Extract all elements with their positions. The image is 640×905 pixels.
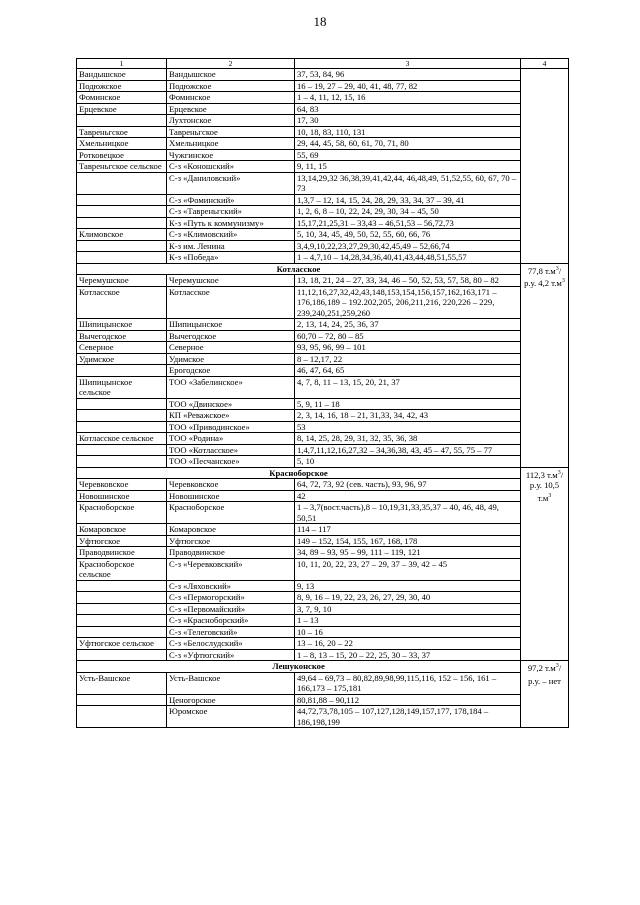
table-row: [77, 524, 569, 536]
district-cell: [77, 421, 167, 433]
forestry-cell: С-з «Красноборский»: [167, 615, 295, 627]
page-number: 18: [313, 14, 327, 29]
district-cell: Тавреньгское: [77, 126, 167, 138]
forestry-cell: Шипицынское: [167, 319, 295, 331]
table-row: [77, 138, 569, 150]
district-cell: [77, 172, 167, 194]
district-cell: [77, 649, 167, 661]
section-title: Лешуконское: [77, 661, 521, 673]
section-row: [77, 263, 569, 275]
forestry-cell: С-з «Тавреньгский»: [167, 206, 295, 218]
table-row: [77, 80, 569, 92]
forestry-cell: Юромское: [167, 706, 295, 728]
quarters-cell: 1,3,7 – 12, 14, 15, 24, 28, 29, 33, 34, 37 – 39, 41: [295, 194, 521, 206]
table-row: [77, 206, 569, 218]
table-row: [77, 694, 569, 706]
forestry-cell: Черевковское: [167, 479, 295, 491]
forestry-cell: Уфтюгское: [167, 535, 295, 547]
table-row: [77, 615, 569, 627]
forestry-cell: Праводвинское: [167, 547, 295, 559]
district-cell: [77, 194, 167, 206]
forestry-cell: Вандышское: [167, 69, 295, 81]
table-row: [77, 672, 569, 694]
forestry-cell: С-з «Коношский»: [167, 161, 295, 173]
forestry-cell: КП «Реважское»: [167, 410, 295, 422]
volume-total: 77,8 т.м: [527, 265, 556, 276]
quarters-cell: 64, 83: [295, 103, 521, 115]
forestry-cell: Фоминское: [167, 92, 295, 104]
section-row: [77, 467, 569, 479]
forestry-cell: С-з «Ляховский»: [167, 580, 295, 592]
table-row: [77, 421, 569, 433]
district-cell: Котласское сельское: [77, 433, 167, 445]
table-row: [77, 330, 569, 342]
district-cell: [77, 580, 167, 592]
district-cell: Фоминское: [77, 92, 167, 104]
forestry-cell: Ерогодское: [167, 365, 295, 377]
district-cell: Северное: [77, 342, 167, 354]
table-row: [77, 592, 569, 604]
table-row: [77, 376, 569, 398]
district-cell: Вандышское: [77, 69, 167, 81]
quarters-cell: 9, 13: [295, 580, 521, 592]
forestry-cell: Черемушское: [167, 275, 295, 287]
district-cell: Ерцевское: [77, 103, 167, 115]
quarters-cell: 37, 53, 84, 96: [295, 69, 521, 81]
table-row: [77, 433, 569, 445]
forestry-cell: Подюжское: [167, 80, 295, 92]
quarters-cell: 80,81,88 – 90,112: [295, 694, 521, 706]
quarters-cell: 5, 10, 34, 45, 49, 50, 52, 55, 60, 66, 76: [295, 229, 521, 241]
table-row: [77, 490, 569, 502]
table-row: [77, 535, 569, 547]
volume-total: 97,2 т.м: [527, 662, 556, 673]
forestry-cell: Лухтонское: [167, 115, 295, 127]
quarters-cell: 60,70 – 72, 80 – 85: [295, 330, 521, 342]
volume-total-exponent: 3: [557, 469, 561, 476]
table-row: [77, 252, 569, 264]
forestry-cell: С-з «Фоминский»: [167, 194, 295, 206]
district-cell: Новошинское: [77, 490, 167, 502]
district-cell: [77, 615, 167, 627]
district-cell: Усть-Вашское: [77, 672, 167, 694]
quarters-cell: 3,4,9,10,22,23,27,29,30,42,45,49 – 52,66,74: [295, 240, 521, 252]
quarters-cell: 17, 30: [295, 115, 521, 127]
forestry-cell: С-з «Даниловский»: [167, 172, 295, 194]
volume-separator: /: [560, 469, 564, 480]
table-row: [77, 626, 569, 638]
forestry-cell: К-з «Победа»: [167, 252, 295, 264]
district-cell: Котласское: [77, 286, 167, 319]
quarters-cell: 2, 3, 14, 16, 18 – 21, 31,33, 34, 42, 43: [295, 410, 521, 422]
quarters-cell: 1 – 3,7(вост.часть),8 – 10,19,31,33,35,37 – 40, 46, 48, 49, 50,51: [295, 502, 521, 524]
volume-ru: р.у. 10,5 т.м: [529, 480, 560, 504]
quarters-cell: 4, 7, 8, 11 – 13, 15, 20, 21, 37: [295, 376, 521, 398]
district-cell: Уфтюгское: [77, 535, 167, 547]
district-cell: [77, 444, 167, 456]
quarters-cell: 16 – 19, 27 – 29, 40, 41, 48, 77, 82: [295, 80, 521, 92]
forestry-cell: ТОО «Приводинское»: [167, 421, 295, 433]
quarters-cell: 1 – 8, 13 – 15, 20 – 22, 25, 30 – 33, 37: [295, 649, 521, 661]
volume-cell: [521, 661, 569, 728]
district-cell: Вычегодское: [77, 330, 167, 342]
volume-separator: /: [558, 662, 562, 673]
forest-quarters-table: [76, 58, 569, 728]
forestry-cell: Чужгинское: [167, 149, 295, 161]
district-cell: Красноборское сельское: [77, 558, 167, 580]
table-row: [77, 149, 569, 161]
quarters-cell: 13,14,29,32 36,38,39,41,42,44, 46,48,49, 51,52,55, 60, 67, 70 – 73: [295, 172, 521, 194]
quarters-cell: 42: [295, 490, 521, 502]
quarters-cell: 34, 89 – 93, 95 – 99, 111 – 119, 121: [295, 547, 521, 559]
district-cell: [77, 706, 167, 728]
forestry-cell: С-з «Пермогорский»: [167, 592, 295, 604]
quarters-cell: 44,72,73,78,105 – 107,127,128,149,157,177, 178,184 – 186,198,199: [295, 706, 521, 728]
table-row: [77, 286, 569, 319]
forestry-cell: ТОО «Родина»: [167, 433, 295, 445]
table-row: [77, 353, 569, 365]
district-cell: [77, 206, 167, 218]
table-row: [77, 603, 569, 615]
quarters-cell: 9, 11, 15: [295, 161, 521, 173]
forestry-cell: Северное: [167, 342, 295, 354]
quarters-cell: 3, 7, 9, 10: [295, 603, 521, 615]
table-row: [77, 580, 569, 592]
table-row: [77, 638, 569, 650]
district-cell: Уфтюгское сельское: [77, 638, 167, 650]
table-row: [77, 103, 569, 115]
quarters-cell: 53: [295, 421, 521, 433]
district-cell: Климовское: [77, 229, 167, 241]
quarters-cell: 93, 95, 96, 99 – 101: [295, 342, 521, 354]
table-row: [77, 365, 569, 377]
district-cell: [77, 592, 167, 604]
volume-separator: /: [558, 265, 562, 276]
table-header-row: [77, 59, 569, 69]
district-cell: Удимское: [77, 353, 167, 365]
table-row: [77, 92, 569, 104]
forestry-cell: ТОО «Песчанское»: [167, 456, 295, 468]
forestry-cell: Ценогорское: [167, 694, 295, 706]
quarters-cell: 64, 72, 73, 92 (сев. часть), 93, 96, 97: [295, 479, 521, 491]
quarters-cell: 5, 9, 11 – 18: [295, 398, 521, 410]
forestry-cell: С-з «Телеговский»: [167, 626, 295, 638]
header-col-4: 4: [521, 59, 569, 69]
volume-cell: [521, 69, 569, 264]
section-row: [77, 661, 569, 673]
forestry-cell: С-з «Уфтюгский»: [167, 649, 295, 661]
quarters-cell: 49,64 – 69,73 – 80,82,89,98,99,115,116, 152 – 156, 161 – 166,173 – 175,181: [295, 672, 521, 694]
quarters-cell: 8, 14, 25, 28, 29, 31, 32, 35, 36, 38: [295, 433, 521, 445]
header-col-2: 2: [167, 59, 295, 69]
quarters-cell: 1 – 13: [295, 615, 521, 627]
quarters-cell: 29, 44, 45, 58, 60, 61, 70, 71, 80: [295, 138, 521, 150]
forestry-cell: Комаровское: [167, 524, 295, 536]
table-row: [77, 115, 569, 127]
forestry-cell: С-з «Черевковский»: [167, 558, 295, 580]
district-cell: Праводвинское: [77, 547, 167, 559]
district-cell: Черемушское: [77, 275, 167, 287]
forestry-cell: Вычегодское: [167, 330, 295, 342]
forestry-cell: Ерцевское: [167, 103, 295, 115]
table-row: [77, 161, 569, 173]
forestry-cell: Удимское: [167, 353, 295, 365]
table-row: [77, 456, 569, 468]
quarters-cell: 1,4,7,11,12,16,27,32 – 34,36,38, 43, 45 – 47, 55, 75 – 77: [295, 444, 521, 456]
table-row: [77, 69, 569, 81]
district-cell: Хмельницкое: [77, 138, 167, 150]
district-cell: Шипицынское: [77, 319, 167, 331]
table-row: [77, 126, 569, 138]
volume-ru-exponent: 3: [548, 493, 552, 500]
table-row: [77, 194, 569, 206]
section-title: Котласское: [77, 263, 521, 275]
table-row: [77, 398, 569, 410]
table-row: [77, 229, 569, 241]
forestry-cell: Усть-Вашское: [167, 672, 295, 694]
table-row: [77, 217, 569, 229]
quarters-cell: 13 – 16, 20 – 22: [295, 638, 521, 650]
quarters-cell: 10, 18, 83, 110, 131: [295, 126, 521, 138]
quarters-cell: 10, 11, 20, 22, 23, 27 – 29, 37 – 39, 42 – 45: [295, 558, 521, 580]
forestry-cell: Новошинское: [167, 490, 295, 502]
forestry-cell: К-з им. Ленина: [167, 240, 295, 252]
district-cell: [77, 456, 167, 468]
forestry-cell: С-з «Первомайский»: [167, 603, 295, 615]
table-body: [77, 69, 569, 728]
district-cell: Ротковецкое: [77, 149, 167, 161]
table-row: [77, 547, 569, 559]
volume-ru-exponent: 3: [561, 278, 565, 285]
district-cell: Черевковское: [77, 479, 167, 491]
table-row: [77, 275, 569, 287]
table-row: [77, 172, 569, 194]
table-row: [77, 342, 569, 354]
quarters-cell: 13, 18, 21, 24 – 27, 33, 34, 46 – 50, 52, 53, 57, 58, 80 – 82: [295, 275, 521, 287]
quarters-cell: 10 – 16: [295, 626, 521, 638]
table-row: [77, 410, 569, 422]
quarters-cell: 114 – 117: [295, 524, 521, 536]
district-cell: Красноборское: [77, 502, 167, 524]
quarters-cell: 15,17,21,25,31 – 33,43 – 46,51,53 – 56,72,73: [295, 217, 521, 229]
table-row: [77, 444, 569, 456]
district-cell: [77, 252, 167, 264]
forestry-cell: С-з «Климовский»: [167, 229, 295, 241]
forestry-cell: ТОО «Котласское»: [167, 444, 295, 456]
quarters-cell: 8, 9, 16 – 19, 22, 23, 26, 27, 29, 30, 40: [295, 592, 521, 604]
district-cell: [77, 694, 167, 706]
forestry-cell: ТОО «Забелинское»: [167, 376, 295, 398]
volume-ru: р.у. 4,2 т.м: [524, 278, 562, 289]
volume-total-exponent: 3: [555, 265, 559, 272]
quarters-cell: 46, 47, 64, 65: [295, 365, 521, 377]
forestry-cell: Тавреньгское: [167, 126, 295, 138]
forestry-cell: ТОО «Двинское»: [167, 398, 295, 410]
quarters-cell: 1, 2, 6, 8 – 10, 22, 24, 29, 30, 34 – 45, 50: [295, 206, 521, 218]
district-cell: Подюжское: [77, 80, 167, 92]
quarters-cell: 1 – 4, 11, 12, 15, 16: [295, 92, 521, 104]
forestry-cell: Красноборское: [167, 502, 295, 524]
table-row: [77, 558, 569, 580]
table-row: [77, 479, 569, 491]
quarters-cell: 2, 13, 14, 24, 25, 36, 37: [295, 319, 521, 331]
forestry-cell: С-з «Белослудский»: [167, 638, 295, 650]
volume-total-exponent: 3: [555, 663, 559, 669]
volume-cell: [521, 263, 569, 467]
table-row: [77, 319, 569, 331]
district-cell: [77, 217, 167, 229]
volume-cell: [521, 467, 569, 661]
district-cell: [77, 365, 167, 377]
quarters-cell: 1 – 4,7,10 – 14,28,34,36,40,41,43,44,48,51,55,57: [295, 252, 521, 264]
quarters-cell: 5, 10: [295, 456, 521, 468]
district-cell: Комаровское: [77, 524, 167, 536]
district-cell: [77, 398, 167, 410]
header-col-3: 3: [295, 59, 521, 69]
district-cell: Шипицынское сельское: [77, 376, 167, 398]
quarters-cell: 55, 69: [295, 149, 521, 161]
forestry-cell: Котласское: [167, 286, 295, 319]
volume-total: 112,3 т.м: [525, 469, 558, 480]
district-cell: [77, 115, 167, 127]
table-row: [77, 502, 569, 524]
table-row: [77, 649, 569, 661]
forestry-cell: Хмельницкое: [167, 138, 295, 150]
table-row: [77, 706, 569, 728]
district-cell: [77, 240, 167, 252]
district-cell: [77, 410, 167, 422]
district-cell: [77, 603, 167, 615]
district-cell: [77, 626, 167, 638]
quarters-cell: 11,12,16,27,32,42,43,148,153,154,156,157,162,163,171 – 176,186,189 – 192.202,205, 206,211,216, 220,226 – 229, 239,240,251,259,260: [295, 286, 521, 319]
forestry-cell: К-з «Путь к коммунизму»: [167, 217, 295, 229]
section-title: Красноборское: [77, 467, 521, 479]
header-col-1: 1: [77, 59, 167, 69]
quarters-cell: 8 – 12,17, 22: [295, 353, 521, 365]
volume-ru: р.у. – нет: [528, 675, 561, 686]
district-cell: Тавреньгское сельское: [77, 161, 167, 173]
table-row: [77, 240, 569, 252]
quarters-cell: 149 – 152, 154, 155, 167, 168, 178: [295, 535, 521, 547]
